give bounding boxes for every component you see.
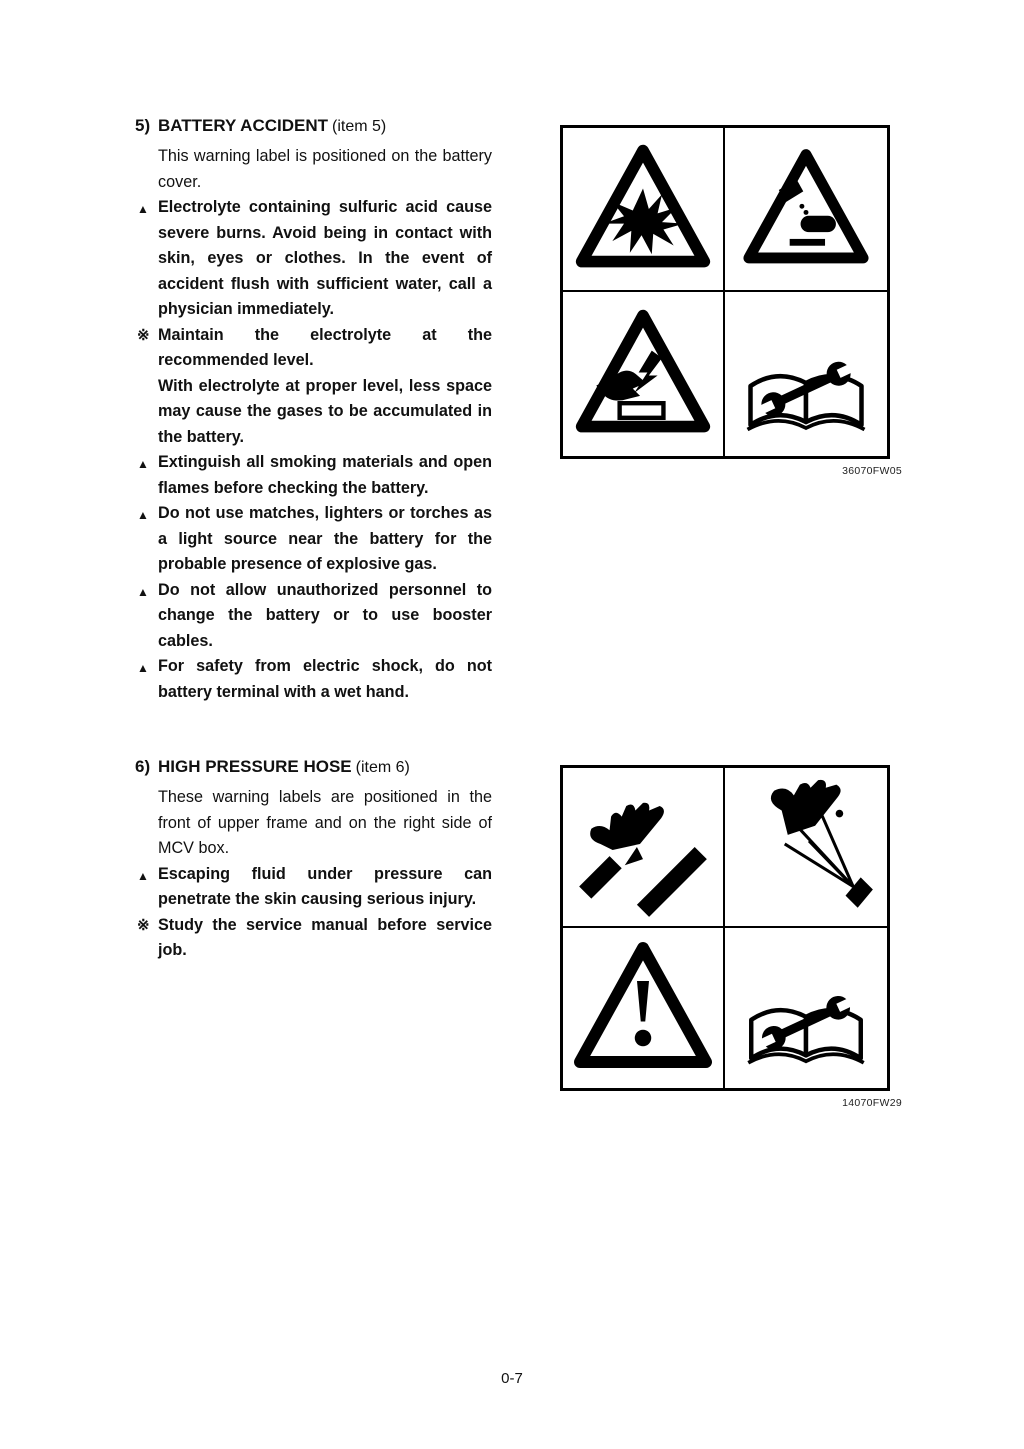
figure-cell (563, 292, 725, 456)
figure-cell (725, 928, 887, 1088)
figure-cell (563, 768, 725, 928)
intro-paragraph: These warning labels are positioned in the front of upper frame and on the right side of MCV box. (158, 788, 492, 857)
figure-cell (563, 928, 725, 1088)
section-heading (135, 757, 495, 777)
bullet-text: Escaping fluid under pressure can penetrate the skin causing serious injury. (158, 864, 492, 908)
section-heading (135, 116, 495, 136)
warning-triangle-icon: ▲ (137, 661, 149, 675)
bullet-text: Electrolyte containing sulfuric acid cause severe burns. Avoid being in contact with skin, eyes or clothes. In the event of accident flush with sufficient water, call a physician immediately. (158, 198, 492, 318)
electric-shock-warning-icon (570, 301, 716, 447)
bullet-text: Maintain the electrolyte at the recommended level. (158, 325, 492, 369)
fluid-spray-warning-icon (730, 771, 882, 923)
section-body (137, 144, 492, 705)
list-item (137, 195, 492, 323)
bullet-subtext: With electrolyte at proper level, less space may cause the gases to be accumulated in the battery. (158, 376, 492, 446)
list-item (137, 862, 492, 913)
section-title-suffix: (item 6) (355, 759, 410, 776)
section-title: BATTERY ACCIDENT (158, 116, 328, 135)
section-battery-accident (135, 116, 495, 705)
bullet-text: Extinguish all smoking materials and open flames before checking the battery. (158, 453, 492, 497)
figure-cell (563, 128, 725, 292)
warning-triangle-icon: ▲ (137, 508, 149, 522)
hose-warning-label-figure (560, 765, 890, 1091)
explosion-warning-icon (570, 136, 716, 282)
section-title-suffix: (item 5) (332, 118, 387, 135)
section-number: 5) (135, 116, 151, 135)
figure-cell (725, 768, 887, 928)
list-item (137, 578, 492, 655)
figure-code: 14070FW29 (842, 1097, 902, 1109)
warning-list (137, 195, 492, 705)
page-number: 0-7 (501, 1370, 523, 1387)
intro-paragraph: This warning label is positioned on the battery cover. (158, 147, 492, 191)
list-item (137, 450, 492, 501)
warning-triangle-icon: ▲ (137, 584, 149, 599)
section-number: 6) (135, 757, 151, 776)
list-item (137, 913, 492, 964)
section-body (137, 785, 492, 964)
warning-triangle-icon: ▲ (137, 457, 149, 471)
warning-list (137, 862, 492, 964)
list-item (137, 501, 492, 578)
figure-cell (725, 128, 887, 292)
figure-cell (725, 292, 887, 456)
read-manual-icon (731, 299, 881, 449)
figure-code: 36070FW05 (842, 465, 902, 477)
bullet-text: Study the service manual before service job. (158, 915, 492, 959)
bullet-text: Do not use matches, lighters or torches as a light source near the battery for the probable presence of explosive gas. (158, 504, 492, 573)
section-high-pressure-hose (135, 757, 495, 964)
section-title: HIGH PRESSURE HOSE (158, 757, 352, 776)
list-item (137, 654, 492, 705)
bullet-text: For safety from electric shock, do not battery terminal with a wet hand. (158, 657, 492, 701)
list-item (137, 323, 492, 451)
warning-triangle-icon: ▲ (137, 868, 149, 883)
warning-triangle-icon: ▲ (137, 202, 149, 216)
fluid-injection-warning-icon (567, 771, 719, 923)
reference-mark-icon: ※ (137, 326, 150, 344)
bullet-text: Do not allow unauthorized personnel to change the battery or to use booster cables. (158, 580, 492, 650)
general-warning-icon (568, 933, 718, 1083)
corrosive-warning-icon (738, 141, 874, 277)
read-manual-icon (732, 934, 880, 1082)
reference-mark-icon: ※ (137, 916, 150, 934)
battery-warning-label-figure (560, 125, 890, 459)
